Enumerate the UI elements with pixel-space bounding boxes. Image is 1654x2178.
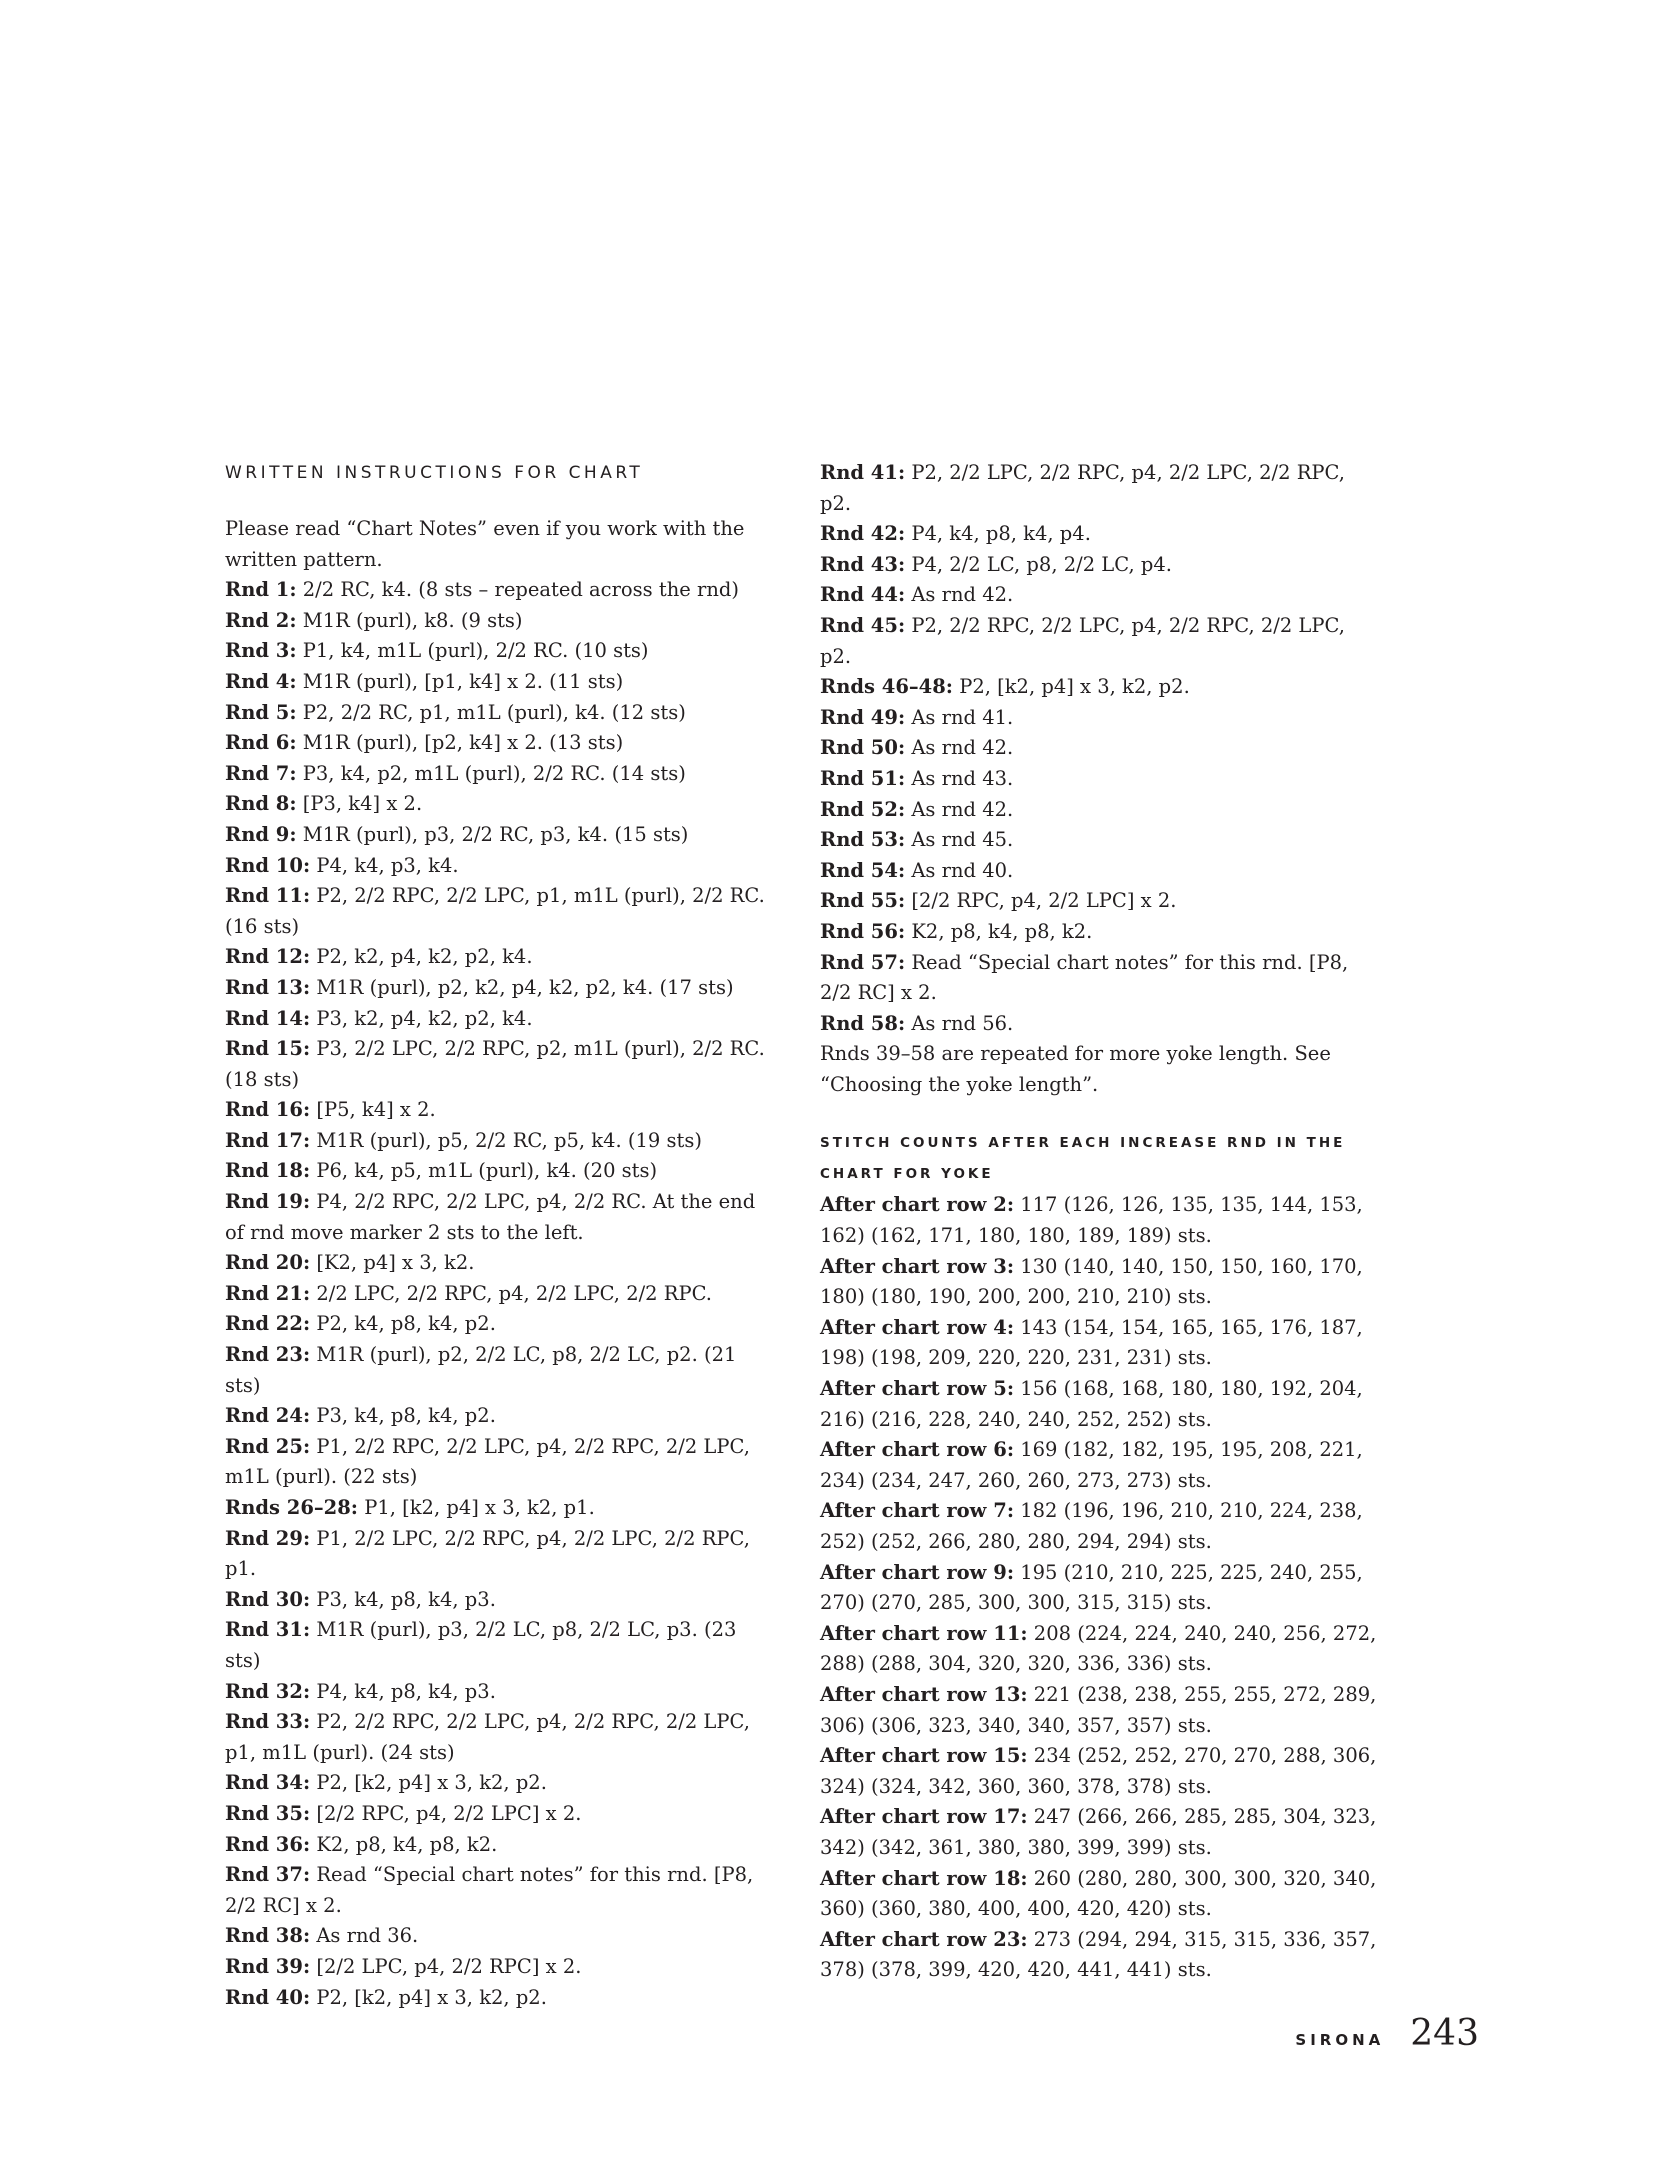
- instruction-line-text: M1R (purl), p3, 2/2 LC, p8, 2/2 LC, p3. (23 sts): [225, 1618, 737, 1672]
- instruction-line-label: Rnd 34:: [225, 1771, 311, 1795]
- instruction-line: [225, 728, 765, 759]
- instruction-line: [225, 1279, 765, 1310]
- instruction-line-label: Rnd 49:: [820, 705, 906, 729]
- instruction-line-text: K2, p8, k4, p8, k2.: [310, 1832, 498, 1856]
- stitch-count-line-text: 208 (224, 224, 240, 240, 256, 272, 288) (288, 304, 320, 320, 336, 336) sts.: [820, 1621, 1377, 1676]
- instruction-line: [820, 764, 1380, 795]
- instruction-line-text: As rnd 42.: [905, 583, 1014, 607]
- instruction-line-text: P3, k4, p8, k4, p2.: [310, 1404, 496, 1428]
- instruction-line-text: Read “Special chart notes” for this rnd. [P8, 2/2 RC] x 2.: [820, 950, 1349, 1005]
- stitch-count-line-text: 247 (266, 266, 285, 285, 304, 323, 342) (342, 361, 380, 380, 399, 399) sts.: [820, 1805, 1377, 1859]
- instruction-line: [225, 1034, 765, 1095]
- instruction-line-text: M1R (purl), k8. (9 sts): [296, 608, 523, 632]
- instruction-line-text: P2, 2/2 LPC, 2/2 RPC, p4, 2/2 LPC, 2/2 RPC, p2.: [820, 461, 1345, 515]
- instruction-line: [225, 606, 765, 637]
- stitch-count-line-text: 221 (238, 238, 255, 255, 272, 289, 306) (306, 323, 340, 340, 357, 357) sts.: [820, 1682, 1377, 1737]
- instruction-line: [820, 611, 1380, 672]
- instruction-line-text: P3, 2/2 LPC, 2/2 RPC, p2, m1L (purl), 2/2 RC. (18 sts): [225, 1037, 765, 1091]
- stitch-count-line-label: After chart row 11:: [820, 1621, 1028, 1645]
- instruction-line-text: P2, 2/2 RC, p1, m1L (purl), k4. (12 sts): [296, 700, 686, 724]
- instruction-line: [820, 1009, 1380, 1040]
- instruction-line-label: Rnd 25:: [225, 1434, 311, 1458]
- instruction-line-text: As rnd 40.: [905, 858, 1014, 882]
- instruction-line-text: P2, [k2, p4] x 3, k2, p2.: [310, 1985, 547, 2009]
- instruction-line-label: Rnd 53:: [820, 828, 906, 852]
- instruction-line-label: Rnd 18:: [225, 1159, 311, 1183]
- instruction-line-label: Rnd 52:: [820, 797, 906, 821]
- stitch-count-line-text: 130 (140, 140, 150, 150, 160, 170, 180) (180, 190, 200, 200, 210, 210) sts.: [820, 1254, 1363, 1309]
- instruction-line: [225, 1401, 765, 1432]
- instruction-line-label: Rnd 20:: [225, 1251, 311, 1275]
- instruction-line-text: P3, k2, p4, k2, p2, k4.: [310, 1006, 533, 1030]
- stitch-count-line: [820, 1558, 1380, 1619]
- instruction-line-label: Rnd 37:: [225, 1863, 311, 1887]
- instruction-line-text: Rnds 39–58 are repeated for more yoke length. See “Choosing the yoke length”.: [820, 1042, 1331, 1096]
- instruction-line: [225, 575, 765, 606]
- instruction-line-label: Rnd 36:: [225, 1832, 311, 1856]
- section-heading: WRITTEN INSTRUCTIONS FOR CHART: [225, 463, 644, 483]
- stitch-count-line-text: 260 (280, 280, 300, 300, 320, 340, 360) (360, 380, 400, 400, 420, 420) sts.: [820, 1866, 1377, 1921]
- instruction-line: [820, 1039, 1380, 1100]
- instruction-line-text: P1, 2/2 LPC, 2/2 RPC, p4, 2/2 LPC, 2/2 RPC, p1.: [225, 1526, 750, 1581]
- instruction-line-label: Rnd 15:: [225, 1037, 311, 1061]
- instruction-line-label: Rnd 40:: [225, 1985, 311, 2009]
- instruction-line-label: Rnd 30:: [225, 1587, 311, 1611]
- instruction-line-label: Rnd 45:: [820, 613, 906, 637]
- instruction-line: [820, 580, 1380, 611]
- instruction-line: [820, 795, 1380, 826]
- instruction-line-text: P1, [k2, p4] x 3, k2, p1.: [358, 1496, 595, 1519]
- instruction-line-text: M1R (purl), p3, 2/2 RC, p3, k4. (15 sts): [296, 822, 689, 846]
- instruction-line: [225, 1615, 765, 1676]
- right-column: [820, 458, 1380, 1986]
- right-instruction-list: [820, 458, 1380, 1100]
- instruction-line: [820, 825, 1380, 856]
- instruction-line: [820, 733, 1380, 764]
- instruction-line: [225, 1187, 765, 1248]
- instruction-line-text: As rnd 56.: [905, 1011, 1014, 1035]
- instruction-line-label: Rnd 1:: [225, 578, 297, 602]
- instruction-line: [225, 698, 765, 729]
- instruction-line-label: Rnd 32:: [225, 1679, 311, 1703]
- instruction-line-text: [P5, k4] x 2.: [310, 1098, 436, 1122]
- instruction-line-label: Rnd 7:: [225, 761, 297, 785]
- page-number: 243: [1410, 2013, 1479, 2054]
- instruction-line-text: [2/2 RPC, p4, 2/2 LPC] x 2.: [905, 889, 1177, 913]
- instruction-line-text: M1R (purl), p2, 2/2 LC, p8, 2/2 LC, p2. (21 sts): [225, 1343, 737, 1397]
- stitch-count-line: [820, 1864, 1380, 1925]
- instruction-line-label: Rnds 46–48:: [820, 675, 954, 699]
- stitch-count-line-text: 195 (210, 210, 225, 225, 240, 255, 270) (270, 285, 300, 300, 315, 315) sts.: [820, 1560, 1363, 1615]
- stitch-count-line-label: After chart row 9:: [820, 1560, 1015, 1584]
- instruction-line-text: [2/2 LPC, p4, 2/2 RPC] x 2.: [310, 1954, 582, 1978]
- instruction-line: [820, 948, 1380, 1009]
- stitch-counts-heading: STITCH COUNTS AFTER EACH INCREASE RND IN THE CHART FOR YOKE: [820, 1135, 1346, 1183]
- instruction-line: [820, 519, 1380, 550]
- instruction-line: [225, 1524, 765, 1585]
- stitch-count-line-label: After chart row 23:: [820, 1927, 1028, 1951]
- instruction-line: [225, 1126, 765, 1157]
- instruction-line-label: Rnd 58:: [820, 1011, 906, 1035]
- instruction-line: [820, 856, 1380, 887]
- instruction-line-label: Rnd 54:: [820, 858, 906, 882]
- instruction-line-label: Rnd 23:: [225, 1343, 311, 1367]
- instruction-line: [820, 672, 1380, 703]
- stitch-count-line-label: After chart row 6:: [820, 1438, 1015, 1462]
- instruction-line-text: P2, 2/2 RPC, 2/2 LPC, p4, 2/2 RPC, 2/2 LPC, p1, m1L (purl). (24 sts): [225, 1710, 750, 1764]
- instruction-line-text: P2, k2, p4, k2, p2, k4.: [310, 945, 533, 969]
- instruction-line-label: Rnd 41:: [820, 461, 906, 484]
- instruction-line-label: Rnd 22:: [225, 1312, 311, 1336]
- instruction-line-text: As rnd 36.: [310, 1924, 419, 1948]
- stitch-count-line-label: After chart row 2:: [820, 1193, 1015, 1217]
- stitch-count-line-text: 143 (154, 154, 165, 165, 176, 187, 198) (198, 209, 220, 220, 231, 231) sts.: [820, 1315, 1363, 1370]
- instruction-line: [225, 1340, 765, 1401]
- instruction-line: [225, 759, 765, 790]
- instruction-line: [225, 1493, 765, 1524]
- instruction-line: [225, 789, 765, 820]
- stitch-count-line-text: 234 (252, 252, 270, 270, 288, 306, 324) (324, 342, 360, 360, 378, 378) sts.: [820, 1744, 1377, 1798]
- instruction-line-text: [2/2 RPC, p4, 2/2 LPC] x 2.: [310, 1801, 582, 1825]
- instruction-line-text: P4, 2/2 RPC, 2/2 LPC, p4, 2/2 RC. At the end of rnd move marker 2 sts to the left.: [225, 1190, 756, 1244]
- instruction-line: [225, 1768, 765, 1799]
- instruction-line-label: Rnd 44:: [820, 583, 906, 607]
- instruction-line-label: Rnd 50:: [820, 736, 906, 760]
- instruction-line-text: P4, 2/2 LC, p8, 2/2 LC, p4.: [905, 552, 1172, 576]
- instruction-line-text: [K2, p4] x 3, k2.: [310, 1251, 475, 1275]
- instruction-line-label: Rnd 29:: [225, 1526, 311, 1550]
- instruction-line-label: Rnd 56:: [820, 919, 906, 943]
- stitch-count-line: [820, 1802, 1380, 1863]
- stitch-count-line: [820, 1680, 1380, 1741]
- instruction-line-text: P2, 2/2 RPC, 2/2 LPC, p4, 2/2 RPC, 2/2 LPC, p2.: [820, 613, 1345, 668]
- instruction-line-text: As rnd 41.: [905, 705, 1014, 729]
- instruction-line-text: As rnd 42.: [905, 797, 1014, 821]
- instruction-line-label: Rnd 31:: [225, 1618, 311, 1642]
- stitch-count-line: [820, 1619, 1380, 1680]
- instruction-line-label: Rnd 9:: [225, 822, 297, 846]
- instruction-line-text: P2, [k2, p4] x 3, k2, p2.: [310, 1771, 547, 1795]
- page-footer: [1295, 2013, 1479, 2054]
- instruction-line-label: Rnd 42:: [820, 522, 906, 546]
- stitch-count-line: [820, 1496, 1380, 1557]
- stitch-count-line-label: After chart row 3:: [820, 1254, 1015, 1278]
- instruction-line-text: K2, p8, k4, p8, k2.: [905, 919, 1093, 943]
- stitch-count-list: [820, 1190, 1380, 1985]
- instruction-line-label: Rnd 39:: [225, 1954, 311, 1978]
- stitch-count-line: [820, 1741, 1380, 1802]
- instruction-line-label: Rnd 4:: [225, 669, 297, 693]
- stitch-count-line-text: 273 (294, 294, 315, 315, 336, 357, 378) (378, 399, 420, 420, 441, 441) sts.: [820, 1927, 1377, 1982]
- instruction-line: [225, 1309, 765, 1340]
- instruction-line-label: Rnd 12:: [225, 945, 311, 969]
- stitch-count-line-label: After chart row 7:: [820, 1499, 1015, 1523]
- instruction-line: [225, 942, 765, 973]
- instruction-line: [225, 1799, 765, 1830]
- instruction-line: [225, 1156, 765, 1187]
- instruction-line: [820, 886, 1380, 917]
- instruction-line-text: As rnd 43.: [905, 766, 1014, 790]
- instruction-line-label: Rnd 10:: [225, 853, 311, 877]
- instruction-line: [225, 1432, 765, 1493]
- instruction-line-label: Rnd 6:: [225, 731, 297, 755]
- instruction-line: [225, 881, 765, 942]
- instruction-line-label: Rnd 19:: [225, 1190, 311, 1214]
- instruction-line-label: Rnd 5:: [225, 700, 297, 724]
- left-instruction-list: [225, 575, 765, 2013]
- instruction-line-text: P1, 2/2 RPC, 2/2 LPC, p4, 2/2 RPC, 2/2 LPC, m1L (purl). (22 sts): [225, 1434, 750, 1489]
- instruction-line: [820, 703, 1380, 734]
- instruction-line-label: Rnd 21:: [225, 1281, 311, 1305]
- instruction-line: [225, 973, 765, 1004]
- instruction-line-text: M1R (purl), [p2, k4] x 2. (13 sts): [296, 731, 624, 755]
- instruction-line-text: P4, k4, p8, k4, p3.: [310, 1679, 496, 1703]
- stitch-count-line: [820, 1374, 1380, 1435]
- instruction-line-text: 2/2 LPC, 2/2 RPC, p4, 2/2 LPC, 2/2 RPC.: [310, 1281, 713, 1305]
- instruction-line: [225, 1860, 765, 1921]
- instruction-line-label: Rnd 3:: [225, 639, 297, 663]
- stitch-count-line: [820, 1435, 1380, 1496]
- left-column: [225, 458, 765, 2013]
- stitch-count-line-label: After chart row 13:: [820, 1682, 1028, 1706]
- instruction-line-label: Rnds 26–28:: [225, 1496, 359, 1519]
- instruction-line-label: Rnd 35:: [225, 1801, 311, 1825]
- instruction-line-text: P4, k4, p3, k4.: [310, 853, 459, 877]
- stitch-count-line-label: After chart row 5:: [820, 1377, 1015, 1401]
- instruction-line: [225, 1248, 765, 1279]
- instruction-line-text: P3, k4, p2, m1L (purl), 2/2 RC. (14 sts): [296, 761, 686, 785]
- instruction-line-text: P3, k4, p8, k4, p3.: [310, 1587, 496, 1611]
- instruction-line-label: Rnd 11:: [225, 884, 311, 908]
- instruction-line-text: M1R (purl), p2, k2, p4, k2, p2, k4. (17 sts): [310, 975, 734, 999]
- instruction-line: [225, 1830, 765, 1861]
- instruction-line-label: Rnd 38:: [225, 1924, 311, 1948]
- instruction-line: [225, 851, 765, 882]
- instruction-line-text: Read “Special chart notes” for this rnd. [P8, 2/2 RC] x 2.: [225, 1863, 754, 1917]
- instruction-line: [225, 1707, 765, 1768]
- footer-pattern-name: SIRONA: [1295, 2031, 1385, 2049]
- instruction-line: [225, 636, 765, 667]
- stitch-count-line: [820, 1313, 1380, 1374]
- instruction-line-label: Rnd 33:: [225, 1710, 311, 1734]
- stitch-count-line-text: 117 (126, 126, 135, 135, 144, 153, 162) (162, 171, 180, 180, 189, 189) sts.: [820, 1193, 1363, 1248]
- instruction-line-label: Rnd 57:: [820, 950, 906, 974]
- instruction-line-label: Rnd 8:: [225, 792, 297, 816]
- instruction-line-label: Rnd 13:: [225, 975, 311, 999]
- instruction-line-text: P2, 2/2 RPC, 2/2 LPC, p1, m1L (purl), 2/2 RC. (16 sts): [225, 884, 765, 938]
- instruction-line-label: Rnd 16:: [225, 1098, 311, 1122]
- instruction-line: [225, 1585, 765, 1616]
- stitch-count-line-text: 169 (182, 182, 195, 195, 208, 221, 234) (234, 247, 260, 260, 273, 273) sts.: [820, 1438, 1363, 1492]
- instruction-line-text: P4, k4, p8, k4, p4.: [905, 522, 1091, 546]
- stitch-count-line: [820, 1190, 1380, 1251]
- instruction-line-label: Rnd 24:: [225, 1404, 311, 1428]
- instruction-line-text: [P3, k4] x 2.: [296, 792, 423, 816]
- instruction-line-text: 2/2 RC, k4. (8 sts – repeated across the rnd): [296, 578, 739, 602]
- stitch-count-line-label: After chart row 18:: [820, 1866, 1028, 1890]
- stitch-count-line-label: After chart row 17:: [820, 1805, 1028, 1829]
- stitch-count-line: [820, 1252, 1380, 1313]
- instruction-line: [225, 1095, 765, 1126]
- instruction-line: [225, 1677, 765, 1708]
- instruction-line-label: Rnd 43:: [820, 552, 906, 576]
- instruction-line: [225, 1921, 765, 1952]
- stitch-count-line-text: 156 (168, 168, 180, 180, 192, 204, 216) (216, 228, 240, 240, 252, 252) sts.: [820, 1377, 1363, 1431]
- instruction-line: [225, 1952, 765, 1983]
- instruction-line: [820, 458, 1380, 519]
- instruction-line-label: Rnd 2:: [225, 608, 297, 632]
- instruction-line-label: Rnd 51:: [820, 766, 906, 790]
- instruction-line: [225, 820, 765, 851]
- instruction-line: [820, 917, 1380, 948]
- stitch-count-line-text: 182 (196, 196, 210, 210, 224, 238, 252) (252, 266, 280, 280, 294, 294) sts.: [820, 1499, 1363, 1553]
- instruction-line-text: P1, k4, m1L (purl), 2/2 RC. (10 sts): [296, 639, 649, 663]
- instruction-line: [225, 1983, 765, 2014]
- instruction-line: [820, 550, 1380, 581]
- instruction-line: [225, 667, 765, 698]
- instruction-line-text: P2, [k2, p4] x 3, k2, p2.: [953, 675, 1190, 699]
- stitch-count-line: [820, 1925, 1380, 1986]
- instruction-line-text: P6, k4, p5, m1L (purl), k4. (20 sts): [310, 1159, 658, 1183]
- instruction-line-label: Rnd 55:: [820, 889, 906, 913]
- instruction-line-text: As rnd 42.: [905, 736, 1014, 760]
- instruction-line-label: Rnd 14:: [225, 1006, 311, 1030]
- stitch-count-line-label: After chart row 15:: [820, 1744, 1028, 1768]
- instruction-line-label: Rnd 17:: [225, 1128, 311, 1152]
- stitch-count-line-label: After chart row 4:: [820, 1315, 1015, 1339]
- instruction-line-text: As rnd 45.: [905, 828, 1014, 852]
- intro-text: Please read “Chart Notes” even if you work with the written pattern.: [225, 517, 745, 571]
- instruction-line: [225, 1004, 765, 1035]
- instruction-line-text: M1R (purl), p5, 2/2 RC, p5, k4. (19 sts): [310, 1128, 702, 1152]
- instruction-line-text: P2, k4, p8, k4, p2.: [310, 1312, 496, 1336]
- instruction-line-text: M1R (purl), [p1, k4] x 2. (11 sts): [296, 669, 624, 693]
